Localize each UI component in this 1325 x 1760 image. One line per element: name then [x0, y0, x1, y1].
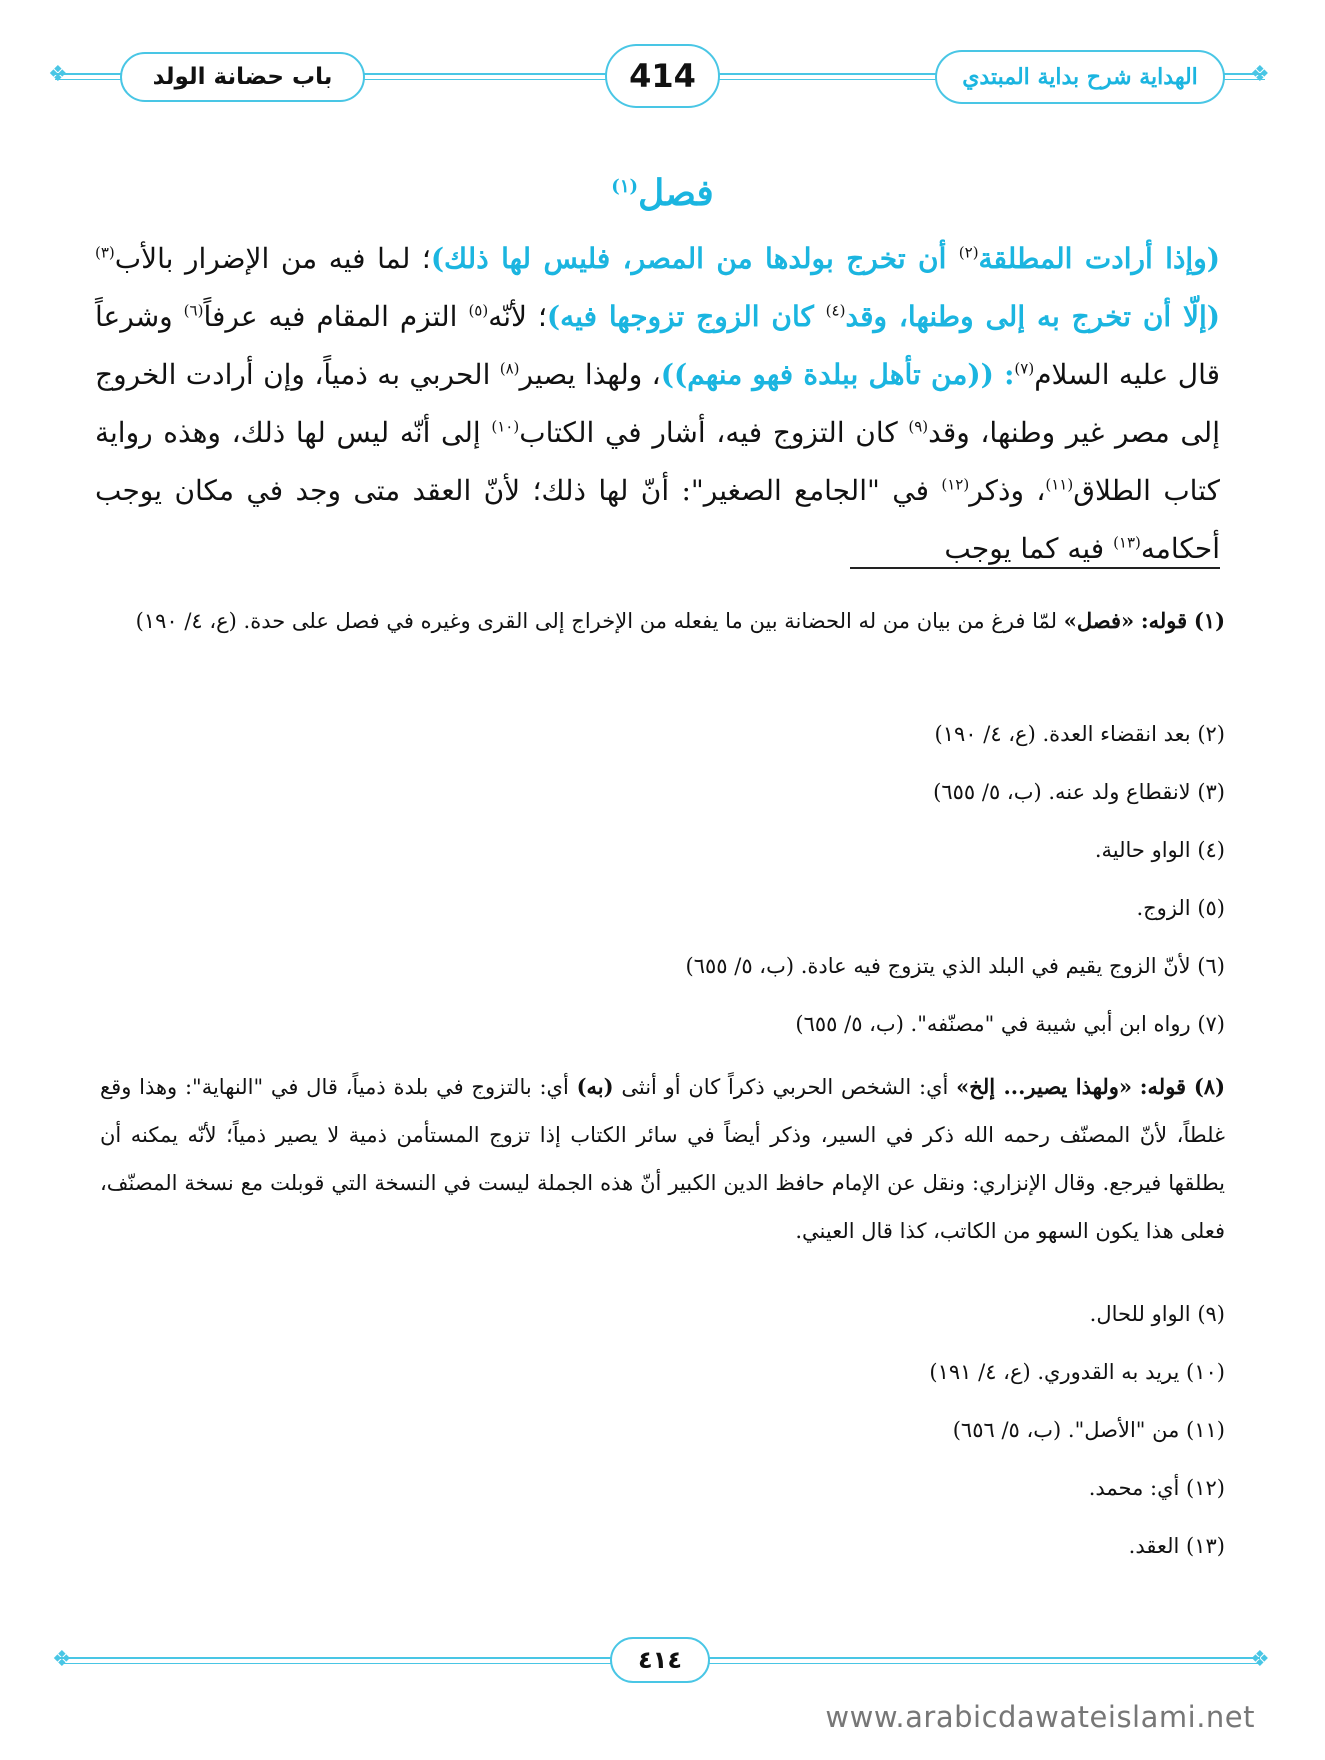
footnote-13: (١٣) العقد.	[1128, 1534, 1225, 1558]
book-title: الهداية شرح بداية المبتدي	[962, 64, 1198, 90]
chapter-title: باب حضانة الولد	[152, 64, 333, 90]
page-number: 414	[629, 57, 696, 95]
footnote-8: (٨) قوله: «ولهذا يصير... إلخ» أي: الشخص الحربي ذكراً كان أو أنثى (به) أي: بالتزوج في بلدة ذمياً، قال في "النهاية": وهذا وقع غلطاً، لأنّ المصنّف رحمه الله ذكر في السير، وذكر أيضاً في سائر الكتاب إذا تزوج المستأمن ذمية لا يصير ذمياً؛ لأنّه يمكنه أن يطلقها فيرجع. وقال الإنزاري: ونقل عن الإمام حافظ الدين الكبير أنّ هذه الجملة ليست في النسخة التي قوبلت مع نسخة المصنّف، فعلى هذا يكون السهو من الكاتب، كذا قال العيني.	[100, 1074, 1226, 1243]
footnote-separator	[850, 567, 1220, 569]
footer-page-number: ٤١٤	[638, 1646, 682, 1674]
ornament-right-icon: ❖	[1250, 1647, 1270, 1672]
main-paragraph: (وإذا أرادت المطلقة$^{(٢)}$ أن تخرج بولدها من المصر، فليس لها ذلك)؛ لما فيه من الإضرار بالأب$^{(٣)}$ (إلّا أن تخرج به إلى وطنها، وقد$^{(٤)}$ كان الزوج تزوجها فيه)؛ لأنّه$^{(٥)}$ التزم المقام فيه عرفاً$^{(٦)}$ وشرعاً قال عليه السلام$^{(٧)}$: ((من تأهل ببلدة فهو منهم))، ولهذا يصير$^{(٨)}$ الحربي به ذمياً، وإن أرادت الخروج إلى مصر غير وطنها، وقد$^{(٩)}$ كان التزوج فيه، أشار في الكتاب$^{(١٠)}$ إلى أنّه ليس لها ذلك، وهذه رواية كتاب الطلاق$^{(١١)}$، وذكر$^{(١٢)}$ في "الجامع الصغير": أنّ لها ذلك؛ لأنّ العقد متى وجد في مكان يوجب أحكامه$^{(١٣)}$ فيه كما يوجب	[95, 242, 1221, 565]
footnote-7: (٧) رواه ابن أبي شيبة في "مصنّفه". (ب، ٥/ ٦٥٥)	[795, 1012, 1225, 1036]
ornament-right-icon: ❖	[1250, 62, 1270, 87]
ornament-left-icon: ❖	[48, 62, 68, 87]
page-number-box	[605, 44, 720, 108]
footnote-10: (١٠) يريد به القدوري. (ع، ٤/ ١٩١)	[929, 1360, 1225, 1384]
footer-page-number-box	[610, 1637, 710, 1683]
footnote-4: (٤) الواو حالية.	[1094, 838, 1225, 862]
footnote-6: (٦) لأنّ الزوج يقيم في البلد الذي يتزوج فيه عادة. (ب، ٥/ ٦٥٥)	[685, 954, 1225, 978]
footnote-ref: (١)	[611, 176, 639, 197]
footnote-9: (٩) الواو للحال.	[1089, 1302, 1225, 1326]
chapter-title-box	[120, 52, 365, 102]
section-title: فصل$^{(١)}$	[611, 172, 714, 214]
footnote-3: (٣) لانقطاع ولد عنه. (ب، ٥/ ٦٥٥)	[933, 780, 1225, 804]
footnote-1: (١) قوله: «فصل» لمّا فرغ من بيان من له الحضانة بين ما يفعله من الإخراج إلى القرى وغيره في فصل على حدة. (ع، ٤/ ١٩٠)	[135, 608, 1225, 633]
website-url: www.arabicdawateislami.net	[825, 1700, 1255, 1734]
ornament-left-icon: ❖	[52, 1647, 72, 1672]
footnote-12: (١٢) أي: محمد.	[1088, 1476, 1225, 1500]
book-title-box	[935, 50, 1225, 104]
footnote-11: (١١) من "الأصل". (ب، ٥/ ٦٥٦)	[952, 1418, 1225, 1442]
footnote-2: (٢) بعد انقضاء العدة. (ع، ٤/ ١٩٠)	[934, 722, 1225, 746]
footnote-5: (٥) الزوج.	[1136, 896, 1225, 920]
